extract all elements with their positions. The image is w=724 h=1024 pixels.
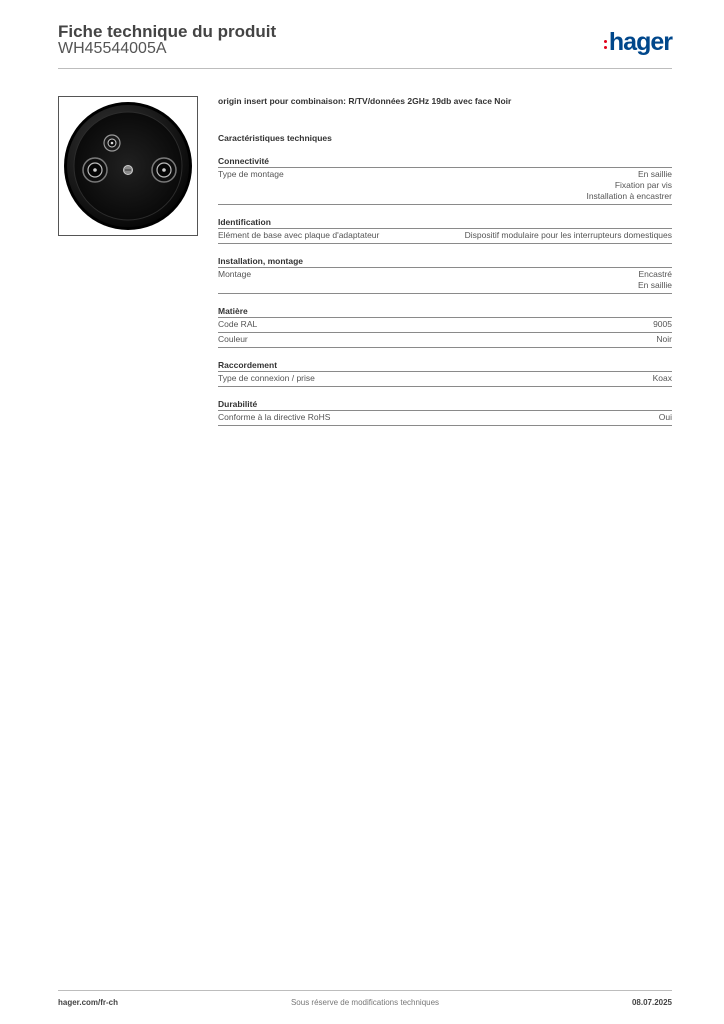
spec-values (586, 169, 672, 202)
spec-value: En saillie (637, 280, 672, 290)
spec-value: Noir (656, 334, 672, 344)
characteristics-title: Caractéristiques techniques (218, 133, 332, 143)
spec-values (638, 269, 672, 291)
section-title: Durabilité (218, 399, 672, 411)
characteristics-sections (218, 156, 672, 426)
spec-section (218, 306, 672, 348)
spec-label: Conforme à la directive RoHS (218, 412, 331, 422)
spec-section (218, 156, 672, 205)
spec-label: Couleur (218, 334, 248, 344)
spec-values (656, 334, 672, 345)
spec-label: Type de connexion / prise (218, 373, 315, 383)
product-description: origin insert pour combinaison: R/TV/données 2GHz 19db avec face Noir (218, 96, 512, 106)
section-title: Connectivité (218, 156, 672, 168)
spec-row (218, 333, 672, 348)
spec-values (653, 373, 672, 384)
footer-website: hager.com/fr-ch (58, 998, 119, 1007)
spec-section (218, 399, 672, 426)
logo-wordmark: hager (608, 27, 672, 56)
spec-value: Installation à encastrer (586, 191, 672, 201)
spec-row (218, 411, 672, 426)
product-reference: WH45544005A (58, 40, 167, 57)
document-title: Fiche technique du produit (58, 22, 277, 41)
spec-value: En saillie (637, 169, 672, 179)
spec-label: Code RAL (218, 319, 258, 329)
product-details (218, 96, 672, 438)
spec-value: Dispositif modulaire pour les interrupteurs domestiques (464, 230, 672, 240)
spec-section (218, 256, 672, 294)
section-title: Identification (218, 217, 672, 229)
spec-value: Fixation par vis (614, 180, 672, 190)
spec-section (218, 217, 672, 244)
spec-value: Koax (652, 373, 672, 383)
spec-values (653, 319, 672, 330)
section-title: Matière (218, 306, 672, 318)
logo-dots-icon (604, 40, 607, 49)
header-divider (58, 68, 672, 69)
spec-values (465, 230, 672, 241)
spec-value: 9005 (653, 319, 672, 329)
section-title: Raccordement (218, 360, 672, 372)
spec-value: Oui (658, 412, 672, 422)
product-image (58, 96, 198, 236)
spec-row (218, 229, 672, 244)
footer-divider (58, 990, 672, 991)
spec-row (218, 268, 672, 294)
spec-section (218, 360, 672, 387)
spec-values (659, 412, 672, 423)
spec-row (218, 168, 672, 205)
page-header (58, 20, 672, 70)
footer-notice: Sous réserve de modifications techniques (290, 998, 440, 1007)
section-title: Installation, montage (218, 256, 672, 268)
spec-row (218, 318, 672, 333)
footer-date: 08.07.2025 (631, 998, 672, 1007)
spec-label: Elément de base avec plaque d'adaptateur (218, 230, 380, 240)
spec-label: Montage (218, 269, 252, 279)
spec-row (218, 372, 672, 387)
spec-value: Encastré (638, 269, 672, 279)
hager-logo (604, 28, 672, 56)
tv-socket-insert-icon (59, 97, 197, 235)
spec-label: Type de montage (218, 169, 284, 179)
